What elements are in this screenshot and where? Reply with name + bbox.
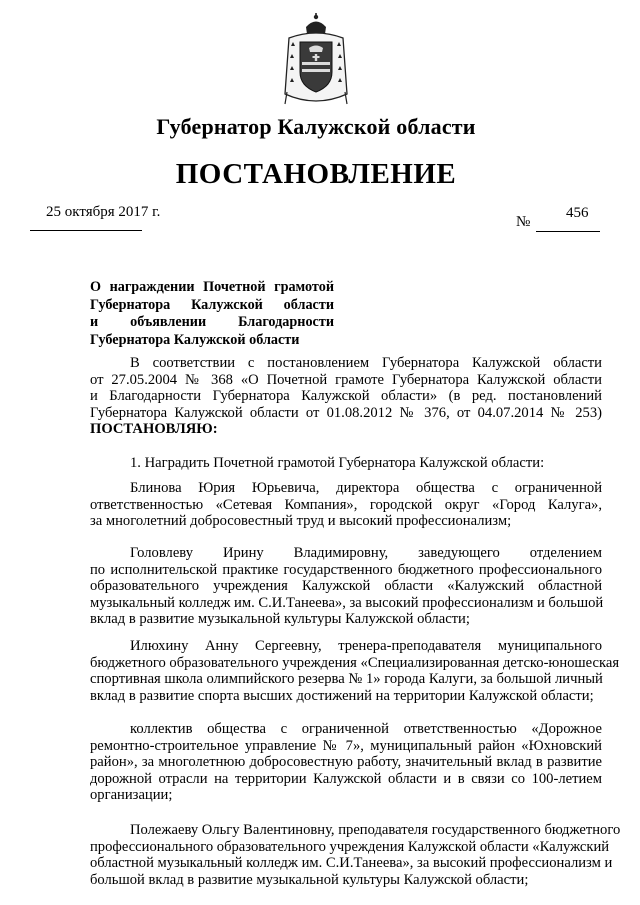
- item-1-heading: 1. Наградить Почетной грамотой Губернатора Калужской области:: [130, 455, 545, 471]
- authority-title: Губернатор Калужской области: [156, 114, 476, 139]
- awardee-line: областной музыкальный колледж им. С.И.Танеева», за высокий профессионализм и: [90, 855, 613, 872]
- awardee-paragraph: [90, 480, 602, 530]
- preamble: [90, 355, 602, 438]
- awardee-paragraph: [90, 545, 602, 628]
- preamble-line: и Благодарности Губернатора Калужской области» (в ред. постановлений: [90, 388, 602, 405]
- awardee-line: ремонтно-строительное управление № 7», муниципальный район «Юхновский: [90, 737, 602, 754]
- date-underline: [30, 230, 142, 231]
- awardee-line: Полежаеву Ольгу Валентиновну, преподавателя государственного бюджетного: [130, 822, 621, 838]
- awardee-line: ответственностью «Сетевая Компания», городской округ «Город Калуга»,: [90, 496, 602, 513]
- document-type-heading: ПОСТАНОВЛЕНИЕ: [175, 158, 457, 190]
- coat-of-arms-emblem: [281, 12, 351, 110]
- awardee-line: по исполнительской практике государственного бюджетного профессионального: [90, 561, 602, 578]
- subject-line: Губернатора Калужской области: [90, 331, 300, 348]
- preamble-line: Губернатора Калужской области от 01.08.2012 № 376, от 04.07.2014 № 253): [90, 404, 602, 421]
- preamble-line: В соответствии с постановлением Губернатора Калужской области: [130, 355, 602, 371]
- awardee-paragraph: [90, 638, 620, 704]
- awardee-line: спортивная школа олимпийского резерва № 1» города Калуги, за большой личный: [90, 671, 603, 688]
- document-subject: [90, 279, 334, 349]
- awardee-line: Илюхину Анну Сергеевну, тренера-преподавателя муниципального: [130, 638, 602, 654]
- awardee-line: район», за многолетнюю добросовестную работу, значительный вклад в развитие: [90, 754, 602, 771]
- awardee-line: вклад в развитие музыкальной культуры Калужской области;: [90, 611, 470, 628]
- preamble-line: от 27.05.2004 № 368 «О Почетной грамоте Губернатора Калужской области: [90, 371, 602, 388]
- awardee-line: Блинова Юрия Юрьевича, директора общества с ограниченной: [130, 480, 602, 496]
- number-underline: [536, 231, 600, 232]
- awardee-line: коллектив общества с ограниченной ответственностью «Дорожное: [130, 721, 602, 737]
- awardee-line: образовательного учреждения Калужской области «Калужский областной: [90, 578, 602, 595]
- awardee-line: Головлеву Ирину Владимировну, заведующего отделением: [130, 545, 602, 561]
- subject-line: Губернатора Калужской области: [90, 296, 334, 313]
- awardee-line: большой вклад в развитие музыкальной культуры Калужской области;: [90, 871, 529, 888]
- document-number: 456: [566, 205, 589, 221]
- awardee-paragraph: [90, 822, 621, 888]
- awardee-line: за многолетний добросовестный труд и высокий профессионализм;: [90, 513, 512, 530]
- awardee-line: организации;: [90, 787, 173, 804]
- awardee-line: вклад в развитие спорта высших достижений на территории Калужской области;: [90, 687, 594, 704]
- decree-word: ПОСТАНОВЛЯЮ:: [90, 421, 218, 438]
- awardee-paragraph: [90, 721, 602, 804]
- awardee-line: профессионального образовательного учреждения Калужской области «Калужский: [90, 838, 610, 855]
- preamble-paragraph: [90, 355, 602, 421]
- awardee-line: дорожной отрасли на территории Калужской области и в связи со 100-летием: [90, 770, 602, 787]
- document-date: 25 октября 2017 г.: [46, 204, 161, 220]
- number-sign: №: [516, 214, 531, 230]
- awardee-line: музыкальный колледж им. С.И.Танеева», за высокий профессионализм и большой: [90, 594, 604, 611]
- awardee-line: бюджетного образовательного учреждения «Специализированная детско-юношеская: [90, 654, 620, 671]
- subject-line: и объявлении Благодарности: [90, 314, 334, 330]
- subject-line: О награждении Почетной грамотой: [90, 279, 334, 295]
